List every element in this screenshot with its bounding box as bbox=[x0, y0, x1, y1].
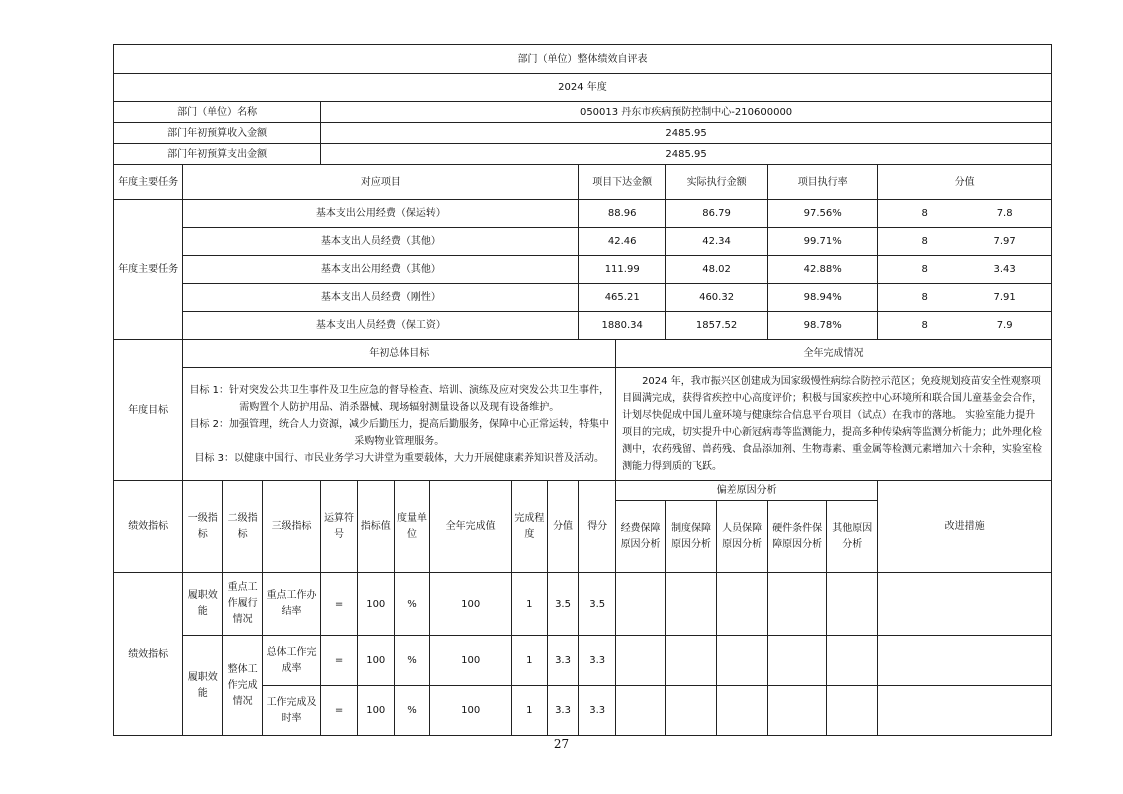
task-got: 7.97 bbox=[993, 236, 1016, 247]
task-score: 8 bbox=[921, 208, 928, 219]
table-row bbox=[114, 256, 1052, 284]
page-number: 27 bbox=[553, 737, 570, 751]
perf-done: 100 bbox=[430, 636, 512, 686]
perf-score: 3.3 bbox=[547, 686, 579, 736]
goal-section-label: 年度目标 bbox=[114, 340, 183, 481]
perf-op: = bbox=[321, 686, 358, 736]
perf-op: = bbox=[321, 573, 358, 636]
perf-done: 100 bbox=[430, 686, 512, 736]
table-row bbox=[114, 284, 1052, 312]
task-header-actual: 实际执行金额 bbox=[666, 165, 768, 200]
perf-section-header: 绩效指标 bbox=[114, 481, 183, 573]
task-item: 基本支出公用经费（其他） bbox=[183, 256, 579, 284]
perf-header-done: 全年完成值 bbox=[430, 481, 512, 573]
dev-cell bbox=[717, 636, 768, 686]
initial-goals bbox=[183, 368, 616, 481]
task-score-got bbox=[878, 256, 1052, 284]
perf-l3: 重点工作办结率 bbox=[262, 573, 320, 636]
dev-cell bbox=[768, 636, 827, 686]
perf-l2: 整体工作完成情况 bbox=[223, 636, 263, 736]
goal-item: 目标 1：针对突发公共卫生事件及卫生应急的督导检查、培训、演练及应对突发公共卫生事件，需购置个人防护用品、消杀器械、现场辐射测量设备以及现有设备维护。 bbox=[189, 384, 609, 413]
perf-header-op: 运算符号 bbox=[321, 481, 358, 573]
task-score-got bbox=[878, 200, 1052, 228]
dev-cell bbox=[717, 686, 768, 736]
task-got: 7.8 bbox=[996, 208, 1013, 219]
task-score-got bbox=[878, 284, 1052, 312]
task-item: 基本支出人员经费（刚性） bbox=[183, 284, 579, 312]
perf-got: 3.3 bbox=[579, 686, 616, 736]
task-actual: 86.79 bbox=[666, 200, 768, 228]
table-row bbox=[114, 636, 1052, 686]
dev-cell bbox=[666, 636, 717, 686]
task-section-label: 年度主要任务 bbox=[114, 165, 183, 200]
task-score: 8 bbox=[921, 292, 928, 303]
task-header-budget: 项目下达金额 bbox=[579, 165, 666, 200]
dev-cell bbox=[827, 573, 878, 636]
task-budget: 1880.34 bbox=[579, 312, 666, 340]
perf-unit: % bbox=[394, 636, 430, 686]
perf-header-l1: 一级指标 bbox=[183, 481, 223, 573]
table-title: 部门（单位）整体绩效自评表 bbox=[114, 45, 1052, 74]
dev-cell bbox=[616, 573, 666, 636]
perf-header-improve: 改进措施 bbox=[878, 481, 1052, 573]
perf-header-l3: 三级指标 bbox=[262, 481, 320, 573]
dev-cell bbox=[616, 636, 666, 686]
dev-cell bbox=[768, 686, 827, 736]
dev-col-other: 其他原因分析 bbox=[827, 501, 878, 573]
improve-cell bbox=[878, 686, 1052, 736]
perf-l3: 总体工作完成率 bbox=[262, 636, 320, 686]
dev-cell bbox=[717, 573, 768, 636]
task-score: 8 bbox=[921, 236, 928, 247]
dev-col-funding: 经费保障原因分析 bbox=[616, 501, 666, 573]
task-header-item: 对应项目 bbox=[183, 165, 579, 200]
perf-got: 3.3 bbox=[579, 636, 616, 686]
task-score-got bbox=[878, 228, 1052, 256]
improve-cell bbox=[878, 573, 1052, 636]
perf-degree: 1 bbox=[511, 636, 547, 686]
table-row bbox=[114, 573, 1052, 636]
task-score: 8 bbox=[921, 264, 928, 275]
completion-text: 2024 年，我市振兴区创建成为国家级慢性病综合防控示范区；免疫规划疫苗安全性观察项目圆满完成，获得省疾控中心高度评价；积极与国家疾控中心环境所和联合国儿童基金会合作，计划尽快促成中国儿童环境与健康综合信息平台项目（试点）在我市的落地。 实验室能力提升项目的完成，切实提升中心新冠病毒等监测能力，提高多种传染病等监测分析能力；此外理化检测中，农药残留、兽药残、食品添加剂、生物毒素、重金属等检测元素增加六十余种，实验室检测能力得到质的飞跃。 bbox=[616, 368, 1052, 481]
improve-cell bbox=[878, 636, 1052, 686]
dev-cell bbox=[616, 686, 666, 736]
dev-cell bbox=[666, 573, 717, 636]
goal-header-right: 全年完成情况 bbox=[616, 340, 1052, 368]
perf-target: 100 bbox=[357, 686, 394, 736]
table-row bbox=[114, 200, 1052, 228]
perf-unit: % bbox=[394, 573, 430, 636]
dev-cell bbox=[827, 636, 878, 686]
task-rate: 98.78% bbox=[768, 312, 878, 340]
perf-header-dev: 偏差原因分析 bbox=[616, 481, 878, 501]
task-item: 基本支出公用经费（保运转） bbox=[183, 200, 579, 228]
year-label: 2024 年度 bbox=[114, 74, 1052, 102]
perf-l1: 履职效能 bbox=[183, 636, 223, 736]
table-row bbox=[114, 312, 1052, 340]
goal-header-left: 年初总体目标 bbox=[183, 340, 616, 368]
dev-col-staff: 人员保障原因分析 bbox=[717, 501, 768, 573]
dev-cell bbox=[768, 573, 827, 636]
dev-col-hardware: 硬件条件保障原因分析 bbox=[768, 501, 827, 573]
task-got: 7.91 bbox=[993, 292, 1016, 303]
task-item: 基本支出人员经费（保工资） bbox=[183, 312, 579, 340]
task-rate: 98.94% bbox=[768, 284, 878, 312]
task-item: 基本支出人员经费（其他） bbox=[183, 228, 579, 256]
dept-name-value: 050013 丹东市疾病预防控制中心-210600000 bbox=[321, 102, 1052, 123]
perf-l1: 履职效能 bbox=[183, 573, 223, 636]
expense-value: 2485.95 bbox=[321, 144, 1052, 165]
perf-target: 100 bbox=[357, 636, 394, 686]
task-score-got bbox=[878, 312, 1052, 340]
perf-l2: 重点工作履行情况 bbox=[223, 573, 263, 636]
dev-cell bbox=[827, 686, 878, 736]
perf-degree: 1 bbox=[511, 686, 547, 736]
dept-name-label: 部门（单位）名称 bbox=[114, 102, 321, 123]
task-section-label: 年度主要任务 bbox=[114, 200, 183, 340]
perf-header-l2: 二级指标 bbox=[223, 481, 263, 573]
task-actual: 42.34 bbox=[666, 228, 768, 256]
performance-evaluation-table bbox=[113, 44, 1052, 736]
goal-item: 目标 2：加强管理，统合人力资源，减少后勤压力，提高后勤服务，保障中心正常运转，特集中采购物业管理服务。 bbox=[189, 418, 609, 447]
dev-col-system: 制度保障原因分析 bbox=[666, 501, 717, 573]
task-actual: 1857.52 bbox=[666, 312, 768, 340]
perf-done: 100 bbox=[430, 573, 512, 636]
perf-got: 3.5 bbox=[579, 573, 616, 636]
perf-header-degree: 完成程度 bbox=[511, 481, 547, 573]
task-budget: 88.96 bbox=[579, 200, 666, 228]
goal-item: 目标 3：以健康中国行、市民业务学习大讲堂为重要载体，大力开展健康素养知识普及活动。 bbox=[194, 452, 604, 464]
task-header-score: 分值 bbox=[878, 165, 1052, 200]
perf-header-score: 分值 bbox=[547, 481, 579, 573]
expense-label: 部门年初预算支出金额 bbox=[114, 144, 321, 165]
task-got: 3.43 bbox=[993, 264, 1016, 275]
perf-l3: 工作完成及时率 bbox=[262, 686, 320, 736]
task-rate: 99.71% bbox=[768, 228, 878, 256]
task-rate: 42.88% bbox=[768, 256, 878, 284]
perf-section-label: 绩效指标 bbox=[114, 573, 183, 736]
perf-header-target: 指标值 bbox=[357, 481, 394, 573]
perf-op: = bbox=[321, 636, 358, 686]
perf-header-got: 得分 bbox=[579, 481, 616, 573]
table-row bbox=[114, 228, 1052, 256]
task-score: 8 bbox=[921, 320, 928, 331]
perf-degree: 1 bbox=[511, 573, 547, 636]
task-header-rate: 项目执行率 bbox=[768, 165, 878, 200]
income-label: 部门年初预算收入金额 bbox=[114, 123, 321, 144]
perf-score: 3.3 bbox=[547, 636, 579, 686]
dev-cell bbox=[666, 686, 717, 736]
task-actual: 48.02 bbox=[666, 256, 768, 284]
task-rate: 97.56% bbox=[768, 200, 878, 228]
perf-score: 3.5 bbox=[547, 573, 579, 636]
task-budget: 465.21 bbox=[579, 284, 666, 312]
task-budget: 111.99 bbox=[579, 256, 666, 284]
task-got: 7.9 bbox=[996, 320, 1013, 331]
income-value: 2485.95 bbox=[321, 123, 1052, 144]
perf-target: 100 bbox=[357, 573, 394, 636]
task-actual: 460.32 bbox=[666, 284, 768, 312]
task-budget: 42.46 bbox=[579, 228, 666, 256]
perf-unit: % bbox=[394, 686, 430, 736]
perf-header-unit: 度量单位 bbox=[394, 481, 430, 573]
